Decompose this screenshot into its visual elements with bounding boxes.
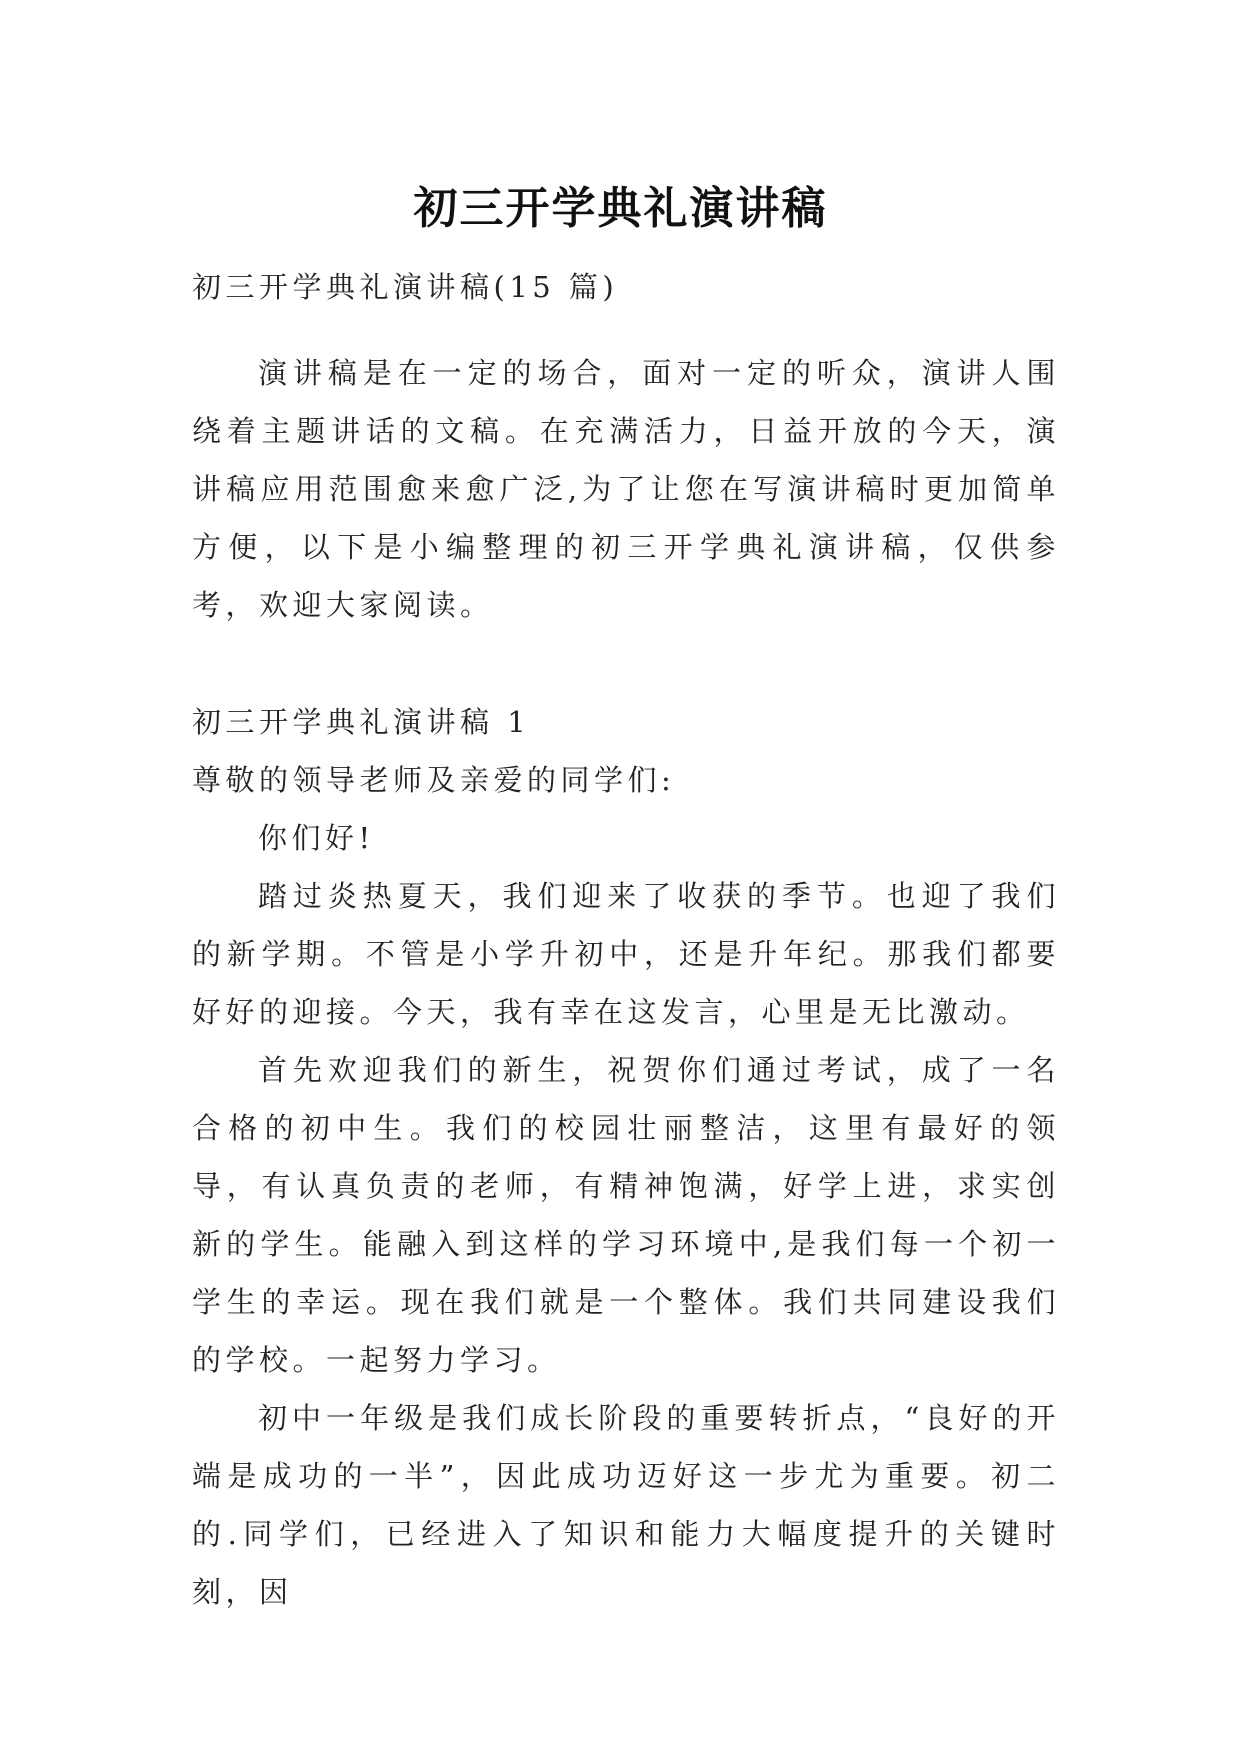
section-heading: 初三开学典礼演讲稿 1 xyxy=(192,705,531,739)
greeting: 你们好! xyxy=(258,821,375,855)
document-title: 初三开学典礼演讲稿 xyxy=(413,183,828,235)
body-paragraph: 初中一年级是我们成长阶段的重要转折点，“良好的开端是成功的一半”，因此成功迈好这一步尤为重要。初二的.同学们，已经进入了知识和能力大幅度提升的关键时刻，因 xyxy=(192,1401,1060,1609)
body-paragraph: 首先欢迎我们的新生，祝贺你们通过考试，成了一名合格的初中生。我们的校园壮丽整洁，这里有最好的领导，有认真负责的老师，有精神饱满，好学上进，求实创新的学生。能融入到这样的学习环境中,是我们每一个初一学生的幸运。现在我们就是一个整体。我们共同建设我们的学校。一起努力学习。 xyxy=(192,1053,1060,1377)
intro-block xyxy=(192,344,1060,634)
document-subtitle-block xyxy=(192,258,1060,316)
intro-paragraph: 演讲稿是在一定的场合，面对一定的听众，演讲人围绕着主题讲话的文稿。在充满活力，日益开放的今天，演讲稿应用范围愈来愈广泛,为了让您在写演讲稿时更加简单方便，以下是小编整理的初三开学典礼演讲稿，仅供参考，欢迎大家阅读。 xyxy=(192,356,1060,622)
body-paragraph: 踏过炎热夏天，我们迎来了收获的季节。也迎了我们的新学期。不管是小学升初中，还是升年纪。那我们都要好好的迎接。今天，我有幸在这发言，心里是无比激动。 xyxy=(192,879,1060,1029)
document-subtitle: 初三开学典礼演讲稿(15 篇) xyxy=(192,270,619,304)
salutation: 尊敬的领导老师及亲爱的同学们: xyxy=(192,763,676,797)
speech-section xyxy=(192,693,1060,1621)
